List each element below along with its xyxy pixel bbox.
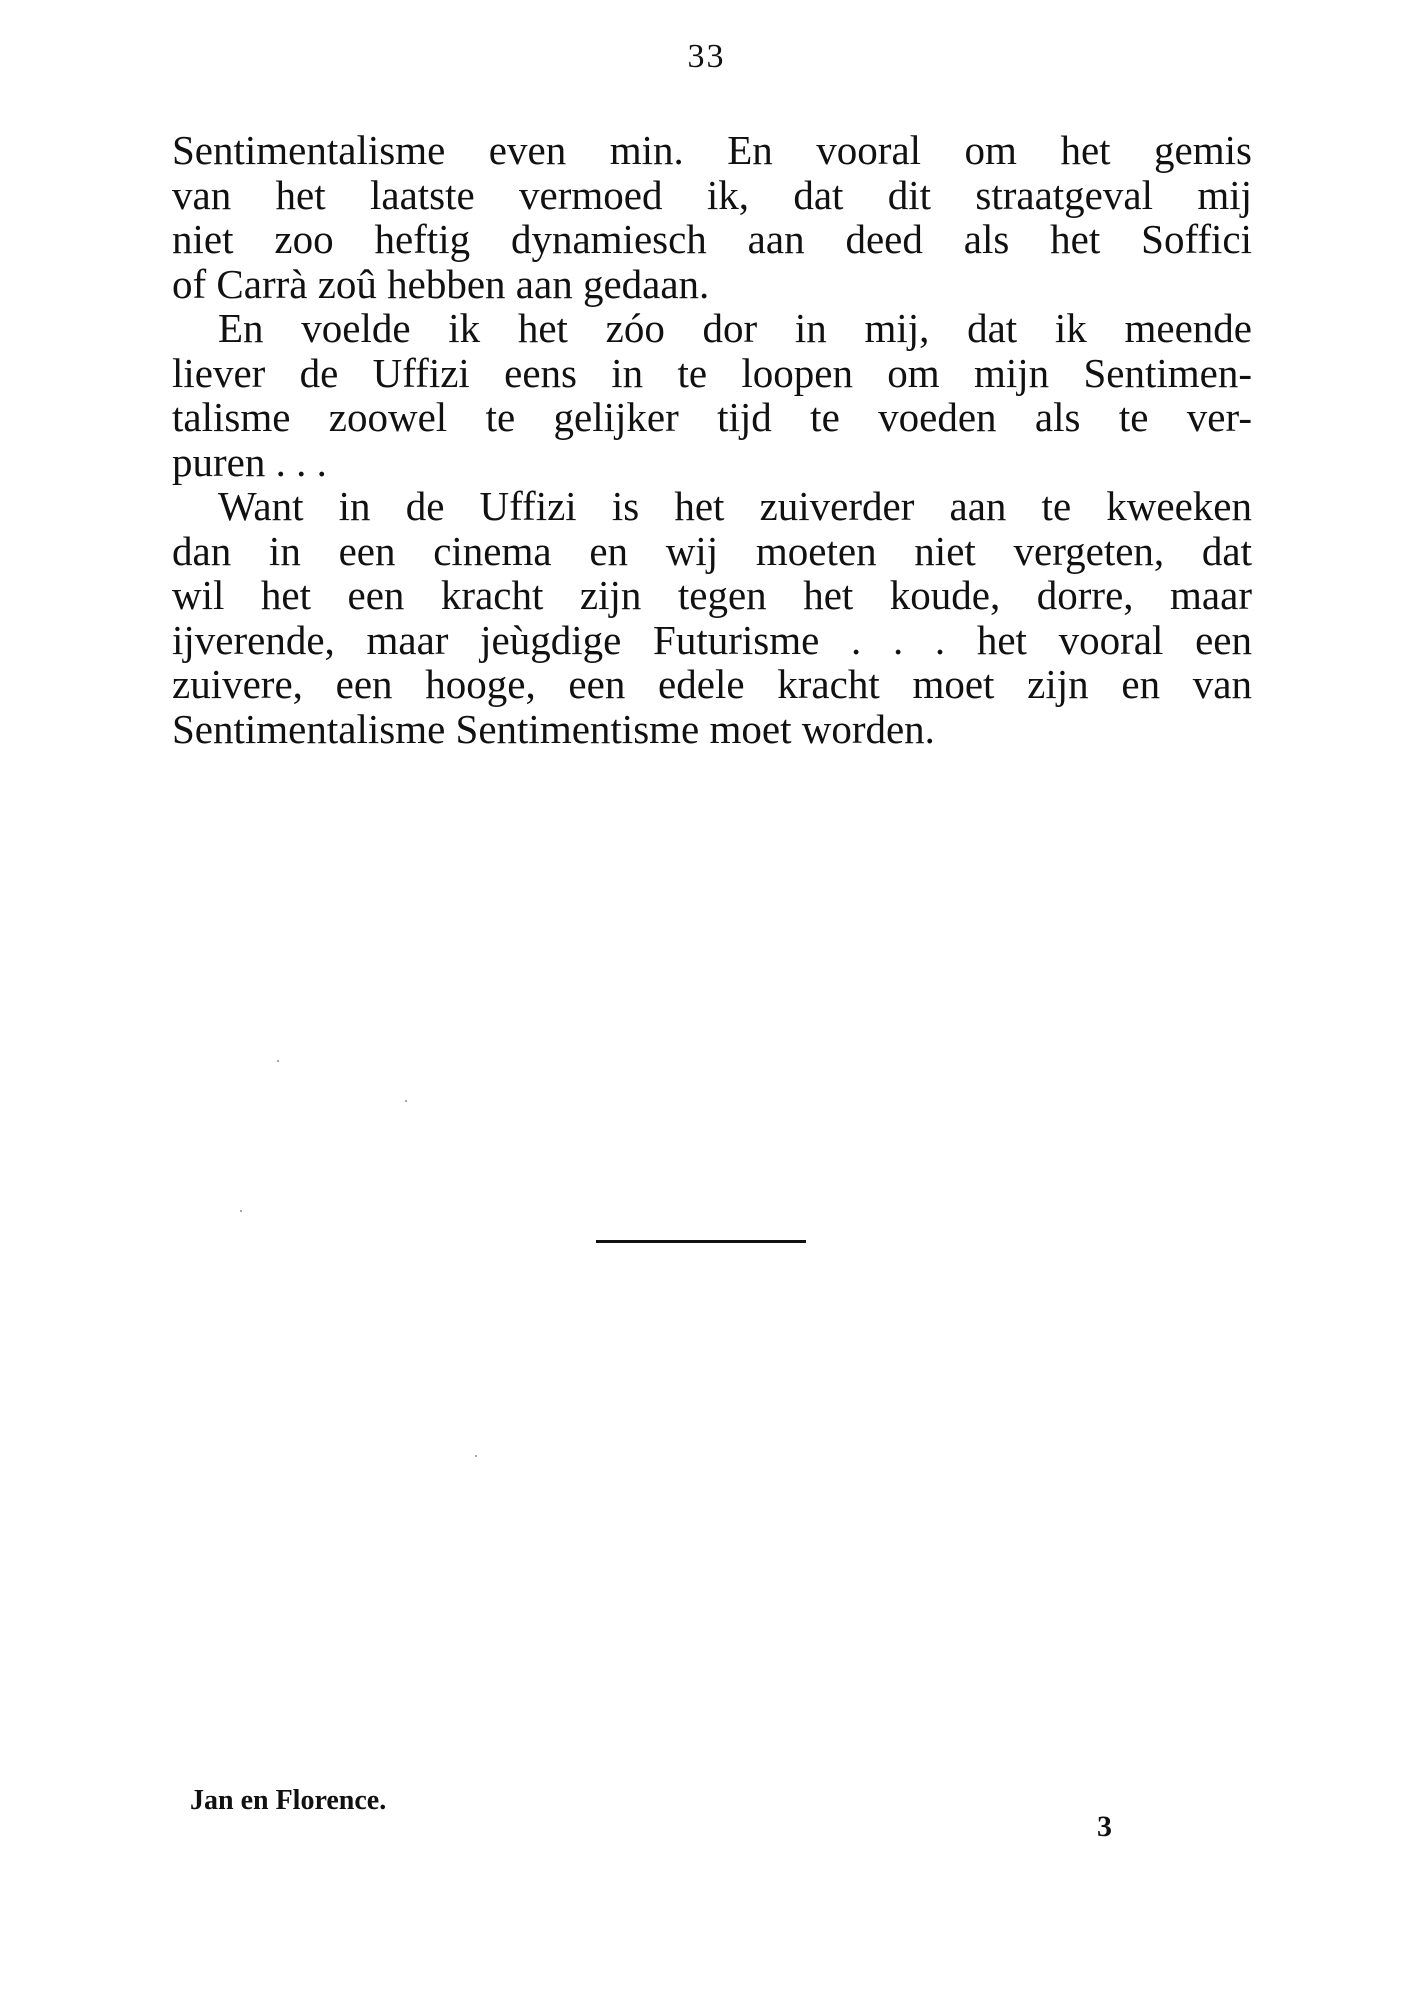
text-line: zuivere, een hooge, een edele kracht moet zijn en van xyxy=(172,661,1252,707)
text-line: liever de Uffizi eens in te loopen om mijn Sentimen- xyxy=(172,349,1252,396)
body-text xyxy=(172,128,1252,751)
section-divider xyxy=(596,1240,806,1243)
paper-speck xyxy=(405,1100,407,1102)
text-line: puren . . . xyxy=(172,438,327,485)
text-line: En voelde ik het zóo dor in mij, dat ik meende xyxy=(218,305,1252,351)
text-line: wil het een kracht zijn tegen het koude, dorre, maar xyxy=(172,572,1252,618)
footer-title: Jan en Florence. xyxy=(190,1785,387,1816)
paper-speck xyxy=(240,1210,242,1212)
text-line: talisme zoowel te gelijker tijd te voeden als te ver- xyxy=(172,394,1252,440)
page-number: 33 xyxy=(687,38,726,75)
text-line: Sentimentalisme even min. En vooral om het gemis xyxy=(172,127,1252,173)
paper-speck xyxy=(277,1060,279,1062)
text-line: of Carrà zoû hebben aan gedaan. xyxy=(172,260,710,307)
text-line: Want in de Uffizi is het zuiverder aan te kweeken xyxy=(218,483,1252,529)
text-line: Sentimentalisme Sentimentisme moet worden. xyxy=(172,705,935,752)
text-line: van het laatste vermoed ik, dat dit straatgeval mij xyxy=(172,171,1252,218)
text-line: niet zoo heftig dynamiesch aan deed als het Soffici xyxy=(172,216,1252,262)
text-line: ijverende, maar jeùgdige Futurisme . . . het vooral een xyxy=(172,616,1252,663)
paper-speck xyxy=(475,1455,477,1457)
text-line: dan in een cinema en wij moeten niet vergeten, dat xyxy=(172,527,1252,574)
signature-mark: 3 xyxy=(1097,1810,1112,1843)
